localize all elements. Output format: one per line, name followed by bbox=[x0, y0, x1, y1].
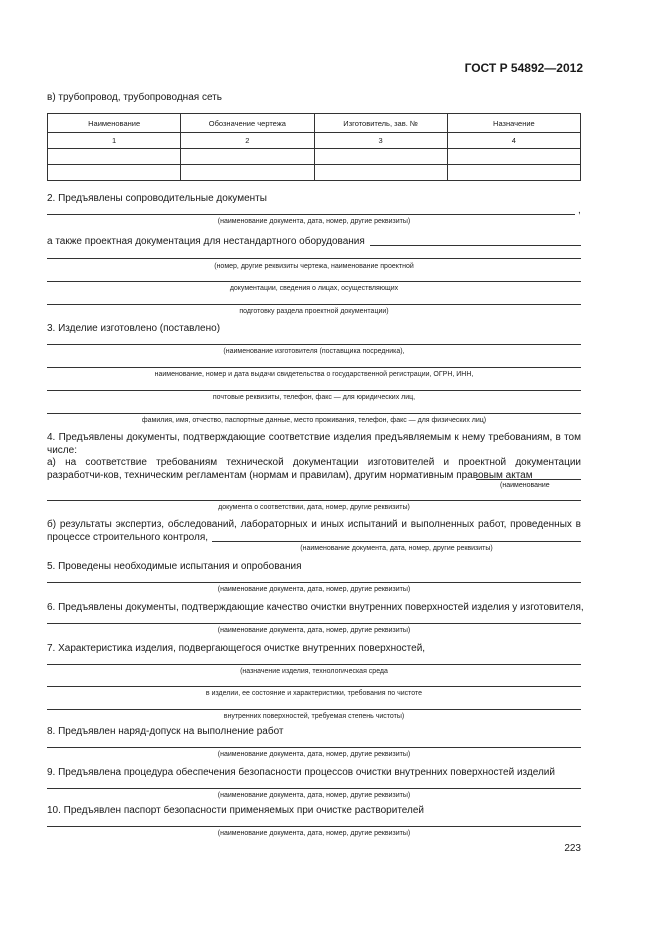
fill-line[interactable] bbox=[47, 582, 581, 583]
item-4a-caption-1: (наименование bbox=[500, 482, 550, 489]
item-2-caption-2: (номер, другие реквизиты чертежа, наименование проектной bbox=[214, 263, 414, 270]
column-header: Наименование bbox=[48, 114, 181, 133]
column-number: 3 bbox=[314, 133, 447, 149]
table-cell[interactable] bbox=[181, 149, 314, 165]
table-cell[interactable] bbox=[314, 165, 447, 181]
item-2-also-text: а также проектная документация для нестандартного оборудования bbox=[47, 236, 365, 247]
table-number-row bbox=[48, 133, 581, 149]
table-cell[interactable] bbox=[48, 149, 181, 165]
table-header-row bbox=[48, 114, 581, 133]
column-number: 4 bbox=[447, 133, 580, 149]
item-4b-text: б) результаты экспертиз, обследований, лабораторных и иных испытаний и выполненных работ, проведенных в процессе строительного контроля, bbox=[47, 519, 581, 543]
fill-line[interactable] bbox=[47, 304, 581, 305]
column-header: Назначение bbox=[447, 114, 580, 133]
item-10-text: 10. Предъявлен паспорт безопасности применяемых при очистке растворителей bbox=[47, 805, 424, 816]
item-7-caption-1: (назначение изделия, технологическая среда bbox=[240, 668, 388, 675]
item-5-caption: (наименование документа, дата, номер, другие реквизиты) bbox=[217, 586, 411, 593]
item-8-caption: (наименование документа, дата, номер, другие реквизиты) bbox=[217, 751, 411, 758]
page-number: 223 bbox=[564, 843, 581, 854]
table-cell[interactable] bbox=[314, 149, 447, 165]
item-3-caption-2: наименование, номер и дата выдачи свидетельства о государственной регистрации, ОГРН, ИНН, bbox=[154, 371, 474, 378]
item-2-text: 2. Предъявлены сопроводительные документы bbox=[47, 193, 267, 204]
fill-line[interactable] bbox=[47, 344, 581, 345]
item-6-text: 6. Предъявлены документы, подтверждающие качество очистки внутренних поверхностей изделия у изготовителя, bbox=[47, 602, 584, 613]
column-number: 1 bbox=[48, 133, 181, 149]
item-2-also-fill-line[interactable] bbox=[370, 245, 581, 246]
fill-line[interactable] bbox=[47, 281, 581, 282]
document-header: ГОСТ Р 54892—2012 bbox=[464, 61, 583, 75]
item-2-caption-4: подготовку раздела проектной документации) bbox=[239, 308, 389, 315]
item-2-caption: (наименование документа, дата, номер, другие реквизиты) bbox=[217, 218, 411, 225]
item-4b-fill-line[interactable] bbox=[212, 541, 581, 542]
item-3-text: 3. Изделие изготовлено (поставлено) bbox=[47, 323, 221, 334]
fill-line[interactable] bbox=[47, 500, 581, 501]
column-header: Обозначение чертежа bbox=[181, 114, 314, 133]
fill-line[interactable] bbox=[47, 413, 581, 414]
item-9-text: 9. Предъявлена процедура обеспечения безопасности процессов очистки внутренних поверхностей изделий bbox=[47, 767, 555, 778]
item-2-caption-3: документации, сведения о лицах, осуществляющих bbox=[229, 285, 399, 292]
item-2-fill-line[interactable] bbox=[47, 214, 575, 215]
item-4a-text: а) на соответствие требованиям технической документации изготовителей и проектной документации разработчи-ков, техническим регламентам (нормам и правилам), другим нормативным правовым актам bbox=[47, 457, 581, 481]
item-7-caption-3: внутренних поверхностей, требуемая степень чистоты) bbox=[223, 713, 405, 720]
item-7-caption-2: в изделии, ее состояние и характеристики, требования по чистоте bbox=[205, 690, 423, 697]
section-v-title: в) трубопровод, трубопроводная сеть bbox=[47, 92, 222, 103]
table-row bbox=[48, 149, 581, 165]
item-4b-caption: (наименование документа, дата, номер, другие реквизиты) bbox=[300, 545, 493, 552]
pipeline-table bbox=[47, 113, 581, 181]
item-3-caption-1: (наименование изготовителя (поставщика посредника), bbox=[223, 348, 405, 355]
item-4a-fill-line[interactable] bbox=[476, 479, 581, 480]
table-cell[interactable] bbox=[447, 165, 580, 181]
fill-line[interactable] bbox=[47, 258, 581, 259]
item-2-comma: , bbox=[578, 205, 581, 216]
item-3-caption-3: почтовые реквизиты, телефон, факс — для юридических лиц, bbox=[212, 394, 416, 401]
item-9-caption: (наименование документа, дата, номер, другие реквизиты) bbox=[217, 792, 411, 799]
column-number: 2 bbox=[181, 133, 314, 149]
fill-line[interactable] bbox=[47, 664, 581, 665]
fill-line[interactable] bbox=[47, 686, 581, 687]
item-4a-caption-2: документа о соответствии, дата, номер, другие реквизиты) bbox=[218, 504, 410, 511]
fill-line[interactable] bbox=[47, 747, 581, 748]
fill-line[interactable] bbox=[47, 623, 581, 624]
table-cell[interactable] bbox=[181, 165, 314, 181]
table-cell[interactable] bbox=[48, 165, 181, 181]
fill-line[interactable] bbox=[47, 709, 581, 710]
item-3-caption-4: фамилия, имя, отчество, паспортные данные, место проживания, телефон, факс — для физических лиц) bbox=[141, 417, 487, 424]
item-4-text: 4. Предъявлены документы, подтверждающие соответствие изделия предъявляемым к нему требованиям, в том числе: bbox=[47, 432, 581, 456]
item-6-caption: (наименование документа, дата, номер, другие реквизиты) bbox=[217, 627, 411, 634]
table-row bbox=[48, 165, 581, 181]
item-7-text: 7. Характеристика изделия, подвергающегося очистке внутренних поверхностей, bbox=[47, 643, 426, 654]
table-cell[interactable] bbox=[447, 149, 580, 165]
item-5-text: 5. Проведены необходимые испытания и опробования bbox=[47, 561, 302, 572]
fill-line[interactable] bbox=[47, 826, 581, 827]
fill-line[interactable] bbox=[47, 788, 581, 789]
column-header: Изготовитель, зав. № bbox=[314, 114, 447, 133]
fill-line[interactable] bbox=[47, 367, 581, 368]
item-10-caption: (наименование документа, дата, номер, другие реквизиты) bbox=[217, 830, 411, 837]
fill-line[interactable] bbox=[47, 390, 581, 391]
item-8-text: 8. Предъявлен наряд-допуск на выполнение работ bbox=[47, 726, 284, 737]
